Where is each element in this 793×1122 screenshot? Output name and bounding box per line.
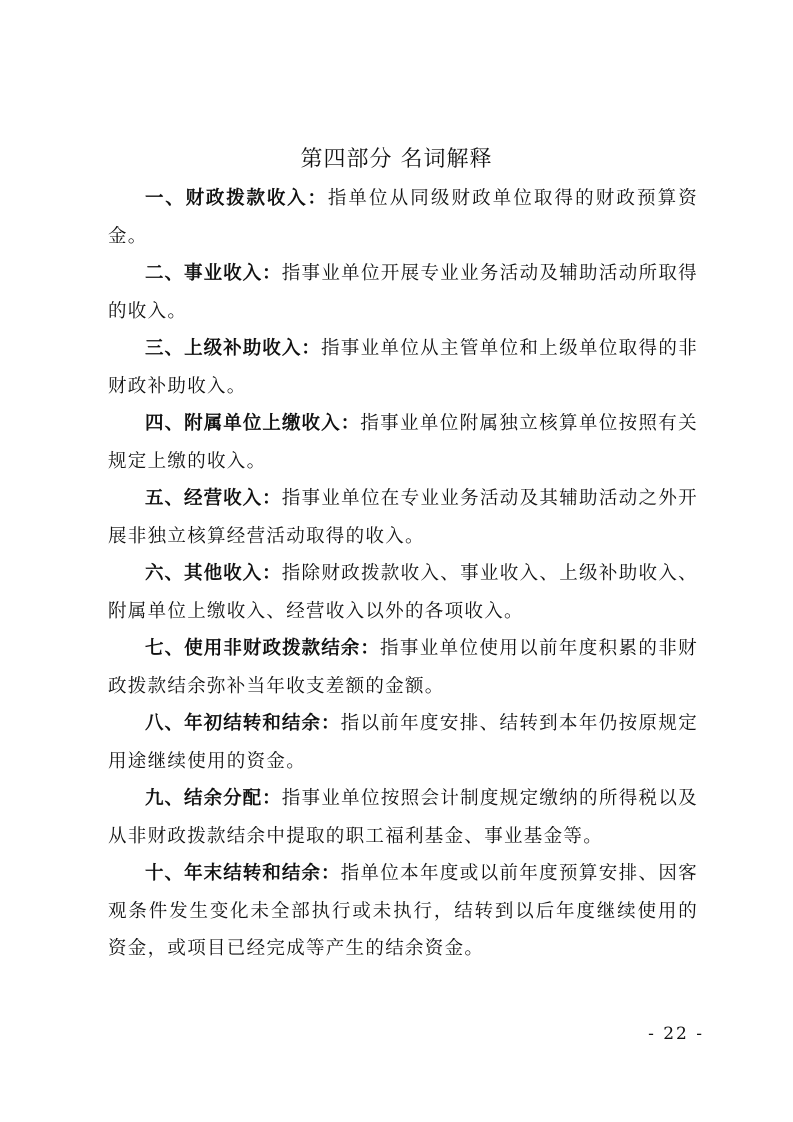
- glossary-definition: 指除财政拨款收入、事业收入、上级补助收入、附属单位上缴收入、经营收入以外的各项收入。: [108, 563, 698, 622]
- glossary-item: [108, 855, 698, 968]
- glossary-term: 三、上级补助收入：: [145, 338, 321, 359]
- glossary-term: 七、使用非财政拨款结余：: [145, 638, 380, 659]
- glossary-item: [108, 555, 698, 630]
- glossary-definition: 指单位本年度或以前年度预算安排、因客观条件发生变化未全部执行或未执行，结转到以后年度继续使用的资金，或项目已经完成等产生的结余资金。: [108, 863, 698, 959]
- glossary-definition: 指事业单位从主管单位和上级单位取得的非财政补助收入。: [108, 338, 698, 397]
- glossary-definition: 指事业单位使用以前年度积累的非财政拨款结余弥补当年收支差额的金额。: [108, 638, 698, 697]
- glossary-term: 十、年末结转和结余：: [145, 863, 341, 884]
- glossary-item: [108, 780, 698, 855]
- glossary-item: [108, 405, 698, 480]
- page-title: 第四部分 名词解释: [300, 147, 493, 172]
- glossary-item: [108, 180, 698, 255]
- glossary-list: [108, 180, 698, 968]
- glossary-term: 八、年初结转和结余：: [145, 713, 341, 734]
- glossary-item: [108, 330, 698, 405]
- glossary-definition: 指事业单位开展专业业务活动及辅助活动所取得的收入。: [108, 263, 698, 322]
- glossary-term: 九、结余分配：: [145, 788, 282, 809]
- glossary-definition: 指以前年度安排、结转到本年仍按原规定用途继续使用的资金。: [108, 713, 698, 772]
- glossary-term: 五、经营收入：: [145, 488, 282, 509]
- glossary-definition: 指事业单位按照会计制度规定缴纳的所得税以及从非财政拨款结余中提取的职工福利基金、事业基金等。: [108, 788, 698, 847]
- glossary-term: 六、其他收入：: [145, 563, 282, 584]
- glossary-item: [108, 705, 698, 780]
- glossary-term: 一、财政拨款收入：: [145, 188, 328, 209]
- glossary-item: [108, 630, 698, 705]
- page-number: - 22 -: [648, 1024, 704, 1044]
- glossary-definition: 指单位从同级财政单位取得的财政预算资金。: [108, 188, 698, 247]
- glossary-item: [108, 255, 698, 330]
- glossary-item: [108, 480, 698, 555]
- glossary-term: 四、附属单位上缴收入：: [145, 413, 361, 434]
- glossary-term: 二、事业收入：: [145, 263, 282, 284]
- glossary-definition: 指事业单位附属独立核算单位按照有关规定上缴的收入。: [108, 413, 698, 472]
- glossary-definition: 指事业单位在专业业务活动及其辅助活动之外开展非独立核算经营活动取得的收入。: [108, 488, 698, 547]
